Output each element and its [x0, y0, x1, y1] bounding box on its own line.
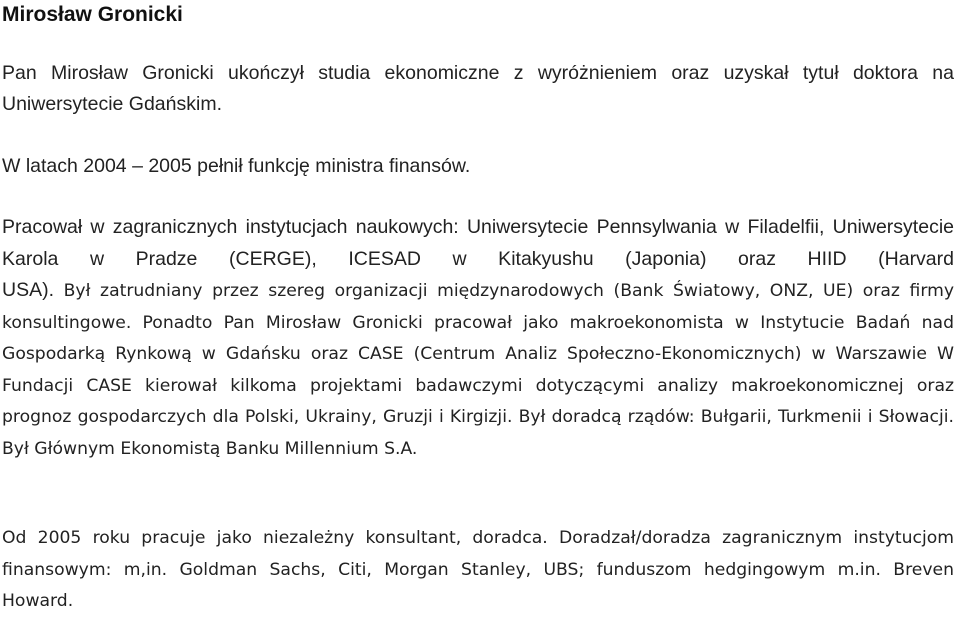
paragraph-education: Pan Mirosław Gronicki ukończył studia ekonomiczne z wyróżnieniem oraz uzyskał tytuł doktora na Uniwersytecie Gdańskim.: [2, 62, 954, 115]
paragraph-career-body: Był zatrudniany przez szereg organizacji międzynarodowych (Bank Światowy, ONZ, UE) oraz firmy konsultingowe. Ponadto Pan Mirosław Gronicki pracował jako makroekonomista w Instytucie Badań nad Gospodarką Rynkową w Gdańsku oraz CASE (Centrum Analiz Społeczno-Ekonomicznych) w Warszawie W Fundacji CASE kierował kilkoma projektami badawczymi dotyczącymi analizy makroekonomicznej oraz prognoz gospodarczych dla Polski, Ukrainy, Gruzji i Kirgizji. Był doradcą rządów: Bułgarii, Turkmenii i Słowacji. Był Głównym Ekonomistą Banku Millennium S.A.: [2, 281, 954, 459]
document: [2, 0, 954, 612]
paragraph-minister: W latach 2004 – 2005 pełnił funkcję ministra finansów.: [2, 155, 471, 177]
paragraph-career: [2, 212, 954, 275]
paragraph-career-details: [2, 275, 954, 466]
paragraph-consultant: Od 2005 roku pracuje jako niezależny konsultant, doradca. Doradzał/doradza zagranicznym instytucjom finansowym: m,in. Goldman Sachs, Citi, Morgan Stanley, UBS; funduszom hedgingowym m.in. Breven Howard.: [2, 528, 954, 612]
paragraph-career-institutions: Pracował w zagranicznych instytucjach naukowych: Uniwersytecie Pennsylwania w Filadelfii, Uniwersytecie Karola w Pradze (CERGE), ICESAD w Kitakyushu (Japonia) oraz HIID (Harvard: [2, 216, 954, 270]
page-title: Mirosław Gronicki: [2, 3, 183, 26]
paragraph-career-tail: USA).: [2, 279, 55, 301]
